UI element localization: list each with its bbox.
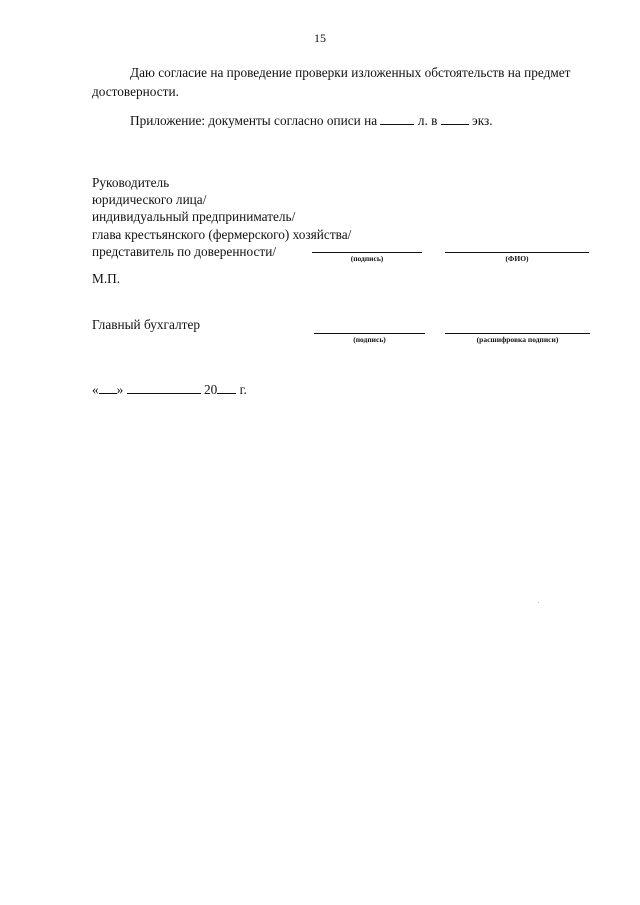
copies-count-blank[interactable] — [441, 113, 469, 125]
consent-paragraph: Даю согласие на проведение проверки изложенных обстоятельств на предмет достоверности. — [92, 65, 571, 99]
date-open-quote: « — [92, 382, 99, 397]
year-suffix: г. — [239, 382, 247, 397]
date-close-quote: » — [116, 382, 124, 397]
head-name-line[interactable] — [445, 252, 589, 253]
head-signature-line[interactable] — [312, 252, 422, 253]
page-number: 15 — [314, 31, 326, 45]
date-line — [92, 382, 247, 398]
head-title-line: индивидуальный предприниматель/ — [92, 209, 296, 225]
month-blank[interactable] — [127, 382, 201, 394]
head-name-caption: (ФИО) — [505, 254, 529, 263]
head-title-line: глава крестьянского (фермерского) хозяйства/ — [92, 226, 352, 242]
attachment-paragraph — [92, 111, 602, 130]
scan-speck — [538, 602, 539, 603]
head-title-line: представитель по доверенности/ — [92, 243, 277, 259]
head-title-line: Руководитель — [92, 175, 170, 190]
accountant-label: Главный бухгалтер — [92, 317, 201, 332]
accountant-signature-line[interactable] — [314, 333, 425, 334]
head-signature-caption: (подпись) — [350, 254, 384, 263]
year-blank[interactable] — [217, 382, 236, 394]
year-prefix: 20 — [203, 382, 218, 397]
stamp-label: М.П. — [92, 271, 121, 286]
sheets-count-blank[interactable] — [380, 113, 414, 125]
copies-unit: экз. — [472, 113, 493, 128]
accountant-name-line[interactable] — [445, 333, 590, 334]
attachment-prefix: Приложение: документы согласно описи на — [130, 113, 378, 128]
head-title-block — [92, 174, 351, 260]
accountant-name-caption: (расшифровка подписи) — [476, 335, 559, 344]
head-title-line: юридического лица/ — [92, 192, 207, 208]
accountant-signature-caption: (подпись) — [353, 335, 386, 344]
sheets-unit: л. в — [417, 113, 438, 128]
day-blank[interactable] — [99, 382, 117, 394]
